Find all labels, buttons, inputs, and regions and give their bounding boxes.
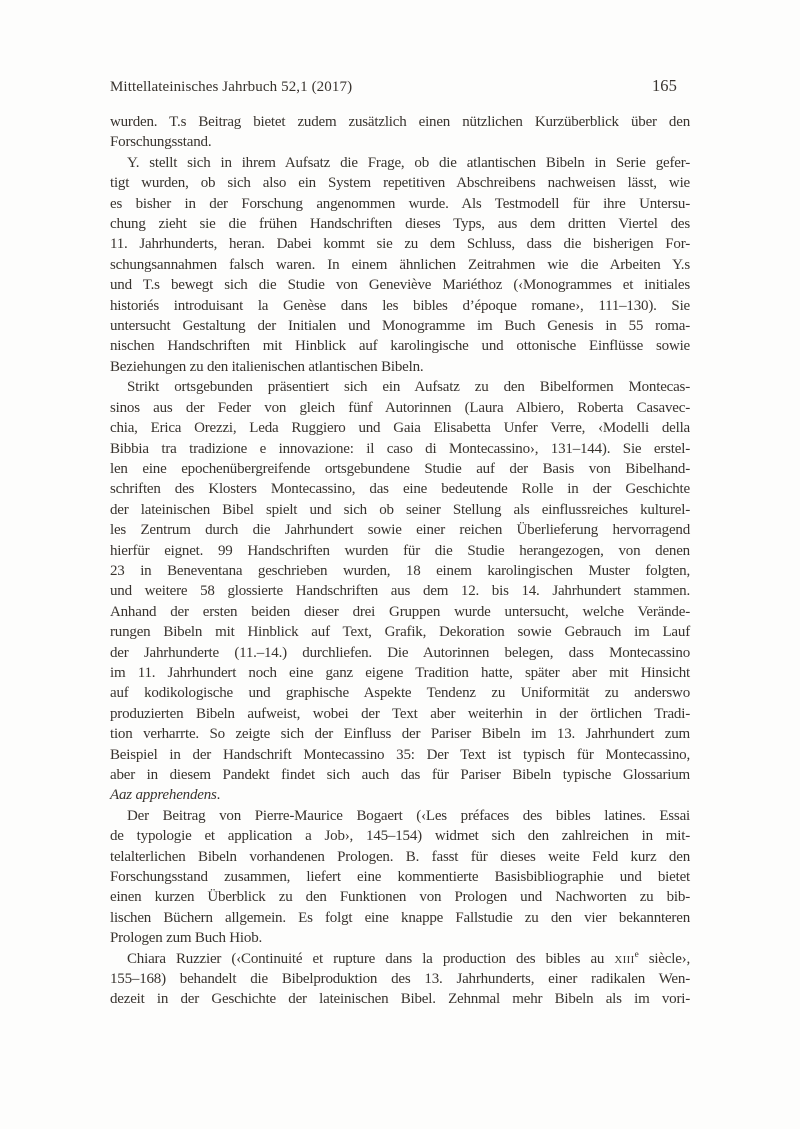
text-line: produzierten Bibeln aufweist, wobei der Text aber weiterhin in der örtlichen Tradi- xyxy=(110,705,690,722)
text-line: der Jahrhunderte (11.–14.) durchliefen. Die Autorinnen belegen, dass Montecassino xyxy=(110,644,690,661)
paragraph xyxy=(110,153,690,377)
text-run-sup: e xyxy=(634,949,639,960)
text-run-smallcaps: xiii xyxy=(614,950,635,967)
text-line: 23 in Beneventana geschrieben wurden, 18 einem karolingischen Muster folgten, xyxy=(110,562,690,579)
text-line: dezeit in der Geschichte der lateinischen Bibel. Zehnmal mehr Bibeln als im vori- xyxy=(110,991,690,1008)
text-line: 155–168) behandelt die Bibelproduktion des 13. Jahrhunderts, einer radikalen Wen- xyxy=(110,971,690,988)
running-header xyxy=(110,76,690,96)
text-line: untersucht Gestaltung der Initialen und Monogramme im Buch Genesis in 55 roma- xyxy=(110,318,690,335)
text-line: Aaz apprehendens. xyxy=(110,787,221,804)
text-line: Chiara Ruzzier (‹Continuité et rupture dans la production des bibles au xiii$^e$ siècle›, xyxy=(127,949,690,967)
text-line: schungsannahmen falsch waren. In einem ähnlichen Zeitrahmen wie die Arbeiten Y.s xyxy=(110,256,690,273)
text-line: historiés introduisant la Genèse dans les bibles d’époque romane›, 111–130). Sie xyxy=(110,297,690,314)
page-number: 165 xyxy=(651,76,677,95)
text-line: Strikt ortsgebunden präsentiert sich ein Aufsatz zu den Bibelformen Montecas- xyxy=(127,379,690,396)
text-line: rungen Bibeln mit Hinblick auf Text, Grafik, Dekoration sowie Gebrauch im Lauf xyxy=(110,624,690,641)
paragraph xyxy=(110,377,690,806)
paragraph xyxy=(110,806,690,949)
text-line: der lateinischen Bibel spielt und sich ob seiner Stellung als einflussreiches kulturel- xyxy=(110,501,690,518)
text-line: 11. Jahrhunderts, heran. Dabei kommt sie zu dem Schluss, dass die bisherigen For- xyxy=(110,236,690,253)
text-line: wurden. T.s Beitrag bietet zudem zusätzlich einen nützlichen Kurzüberblick über den xyxy=(110,114,690,130)
text-line: Forschungsstand. xyxy=(110,134,212,151)
text-line: im 11. Jahrhundert noch eine ganz eigene Tradition hatte, später aber mit Hinsicht xyxy=(110,664,690,681)
text-line: telalterlichen Bibeln vorhandenen Prologen. B. fasst für dieses weite Feld kurz den xyxy=(110,848,690,865)
text-line: tigt wurden, ob sich also ein System repetitiven Abschreibens nachweisen lässt, wie xyxy=(110,175,690,192)
text-line: Forschungsstand zusammen, liefert eine kommentierte Basisbibliographie und bietet xyxy=(110,869,690,886)
text-line: nischen Handschriften mit Hinblick auf karolingische und ottonische Einflüsse sowie xyxy=(110,338,690,355)
page-body xyxy=(110,112,690,1010)
paragraph xyxy=(110,949,690,1010)
text-line: Beziehungen zu den italienischen atlantischen Bibeln. xyxy=(110,358,424,375)
text-line: lischen Büchern allgemein. Es folgt eine knappe Fallstudie zu den vier bekannteren xyxy=(110,909,690,926)
text-line: chung zieht sie die frühen Handschriften dieses Typs, aus dem dritten Viertel des xyxy=(110,216,690,233)
text-line: Y. stellt sich in ihrem Aufsatz die Frage, ob die atlantischen Bibeln in Serie gefer- xyxy=(127,154,690,171)
text-line: tion verharrte. So zeigte sich der Einfluss der Pariser Bibeln im 13. Jahrhundert zum xyxy=(110,726,690,743)
text-line: Prologen zum Buch Hiob. xyxy=(110,930,263,947)
text-line: Der Beitrag von Pierre-Maurice Bogaert (‹Les préfaces des bibles latines. Essai xyxy=(127,807,690,824)
text-line: sinos aus der Feder von gleich fünf Autorinnen (Laura Albiero, Roberta Casavec- xyxy=(110,399,690,416)
paragraph xyxy=(110,112,690,153)
text-line: de typologie et application a Job›, 145–154) widmet sich den zahlreichen in mit- xyxy=(110,828,690,845)
text-line: und weitere 58 glossierte Handschriften aus dem 12. bis 14. Jahrhundert stammen. xyxy=(110,583,690,600)
text-line: auf kodikologische und graphische Aspekte Tendenz zu Uniformität zu anderswo xyxy=(110,685,690,702)
text-line: chia, Erica Orezzi, Leda Ruggiero und Gaia Elisabetta Unfer Verre, ‹Modelli della xyxy=(110,420,690,437)
text-line: es bisher in der Forschung angenommen wurde. Als Testmodell für ihre Untersu- xyxy=(110,195,690,212)
text-line: Anhand der ersten beiden dieser drei Gruppen wurde untersucht, welche Verände- xyxy=(110,603,690,620)
text-line: les Zentrum durch die Jahrhundert sowie einer reichen Überlieferung hervorragend xyxy=(110,522,690,539)
text-line: aber in diesem Pandekt findet sich auch das für Pariser Bibeln typische Glossarium xyxy=(110,767,690,783)
running-header-journal: Mittellateinisches Jahrbuch 52,1 (2017) xyxy=(110,79,353,95)
text-line: Bibbia tra tradizione e innovazione: il caso di Montecassino›, 131–144). Sie erstel- xyxy=(110,440,690,457)
text-run-italic: Aaz apprehendens xyxy=(110,787,217,804)
text-line: hierfür eignet. 99 Handschriften wurden für die Studie herangezogen, von denen xyxy=(110,542,690,559)
text-line: len eine epochenübergreifende ortsgebundene Studie auf der Basis von Bibelhand- xyxy=(110,460,690,477)
text-line: und T.s bewegt sich die Studie von Geneviève Mariéthoz (‹Monogrammes et initiales xyxy=(110,277,690,294)
text-line: schriften des Klosters Montecassino, das eine bedeutende Rolle in der Geschichte xyxy=(110,481,690,498)
text-line: einen kurzen Überblick zu den Funktionen von Prologen und Nachworten zu bib- xyxy=(110,889,690,906)
text-line: Beispiel in der Handschrift Montecassino 35: Der Text ist typisch für Montecassino, xyxy=(110,746,690,763)
